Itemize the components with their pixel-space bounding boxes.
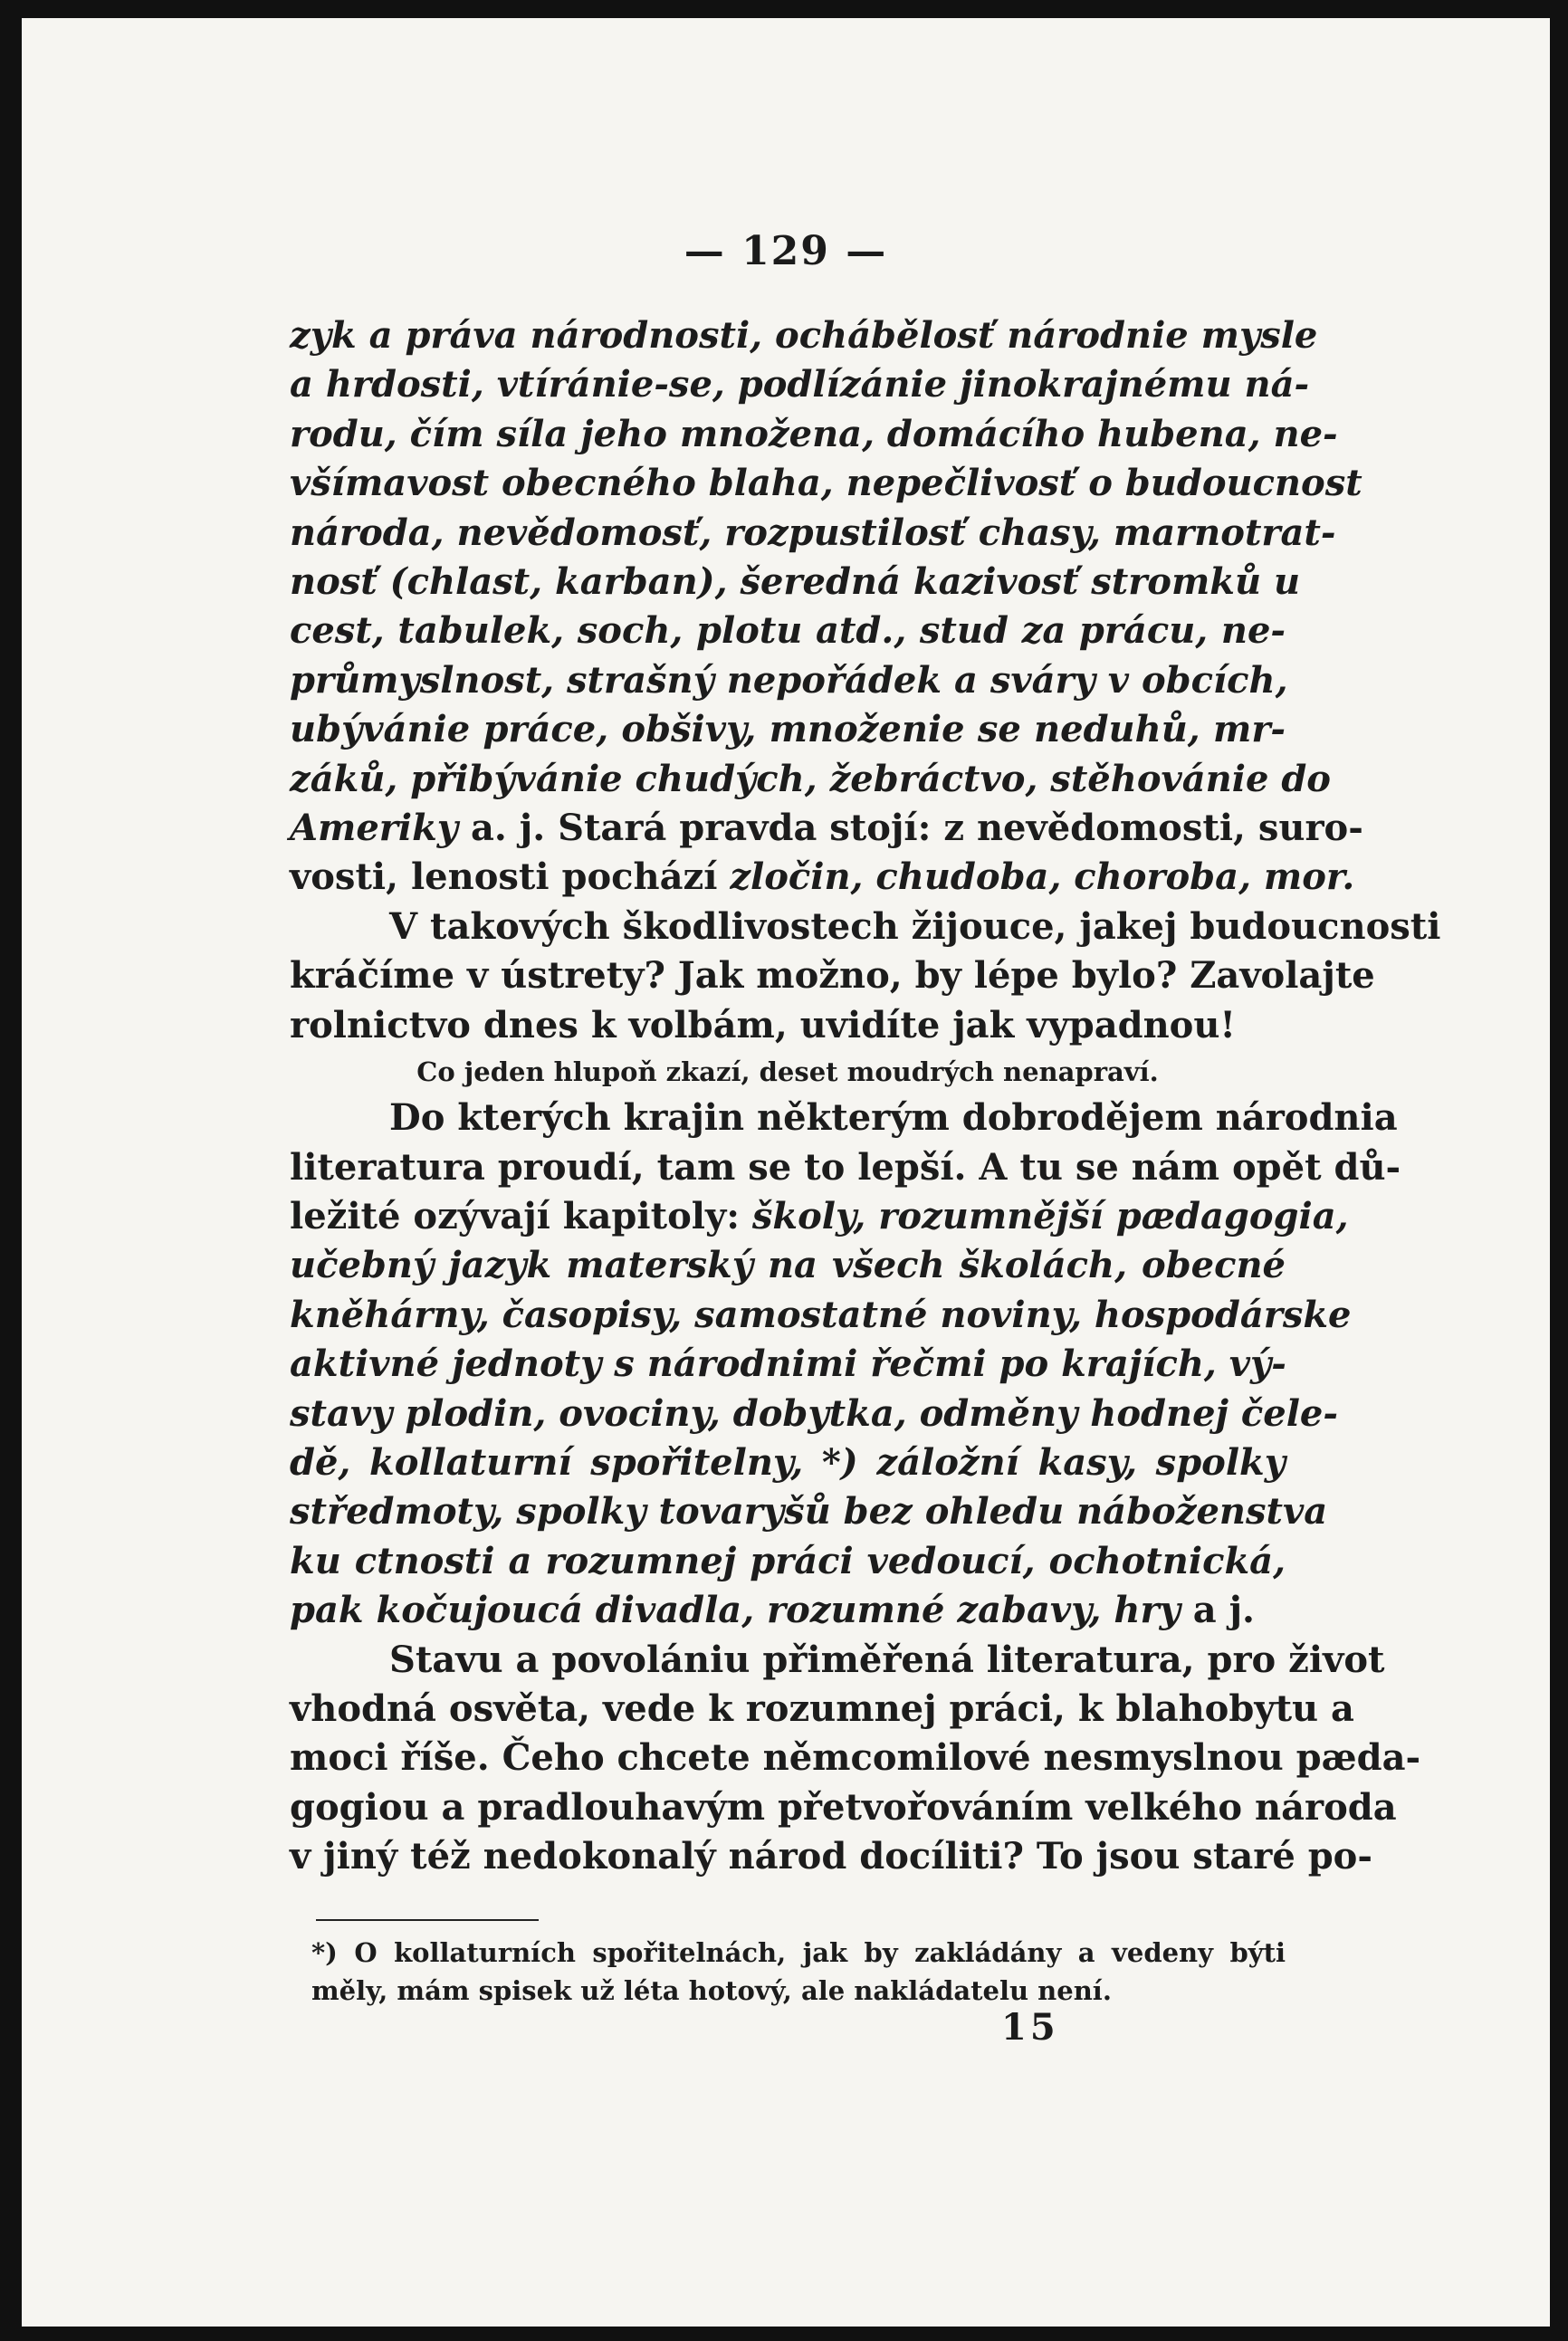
text-line: záků, přibývánie chudých, žebráctvo, stěhovánie do [290,757,1331,800]
text-line: rolnictvo dnes k volbám, uvidíte jak vypadnou! [290,1003,1236,1046]
text-line: středmoty, spolky tovaryšů bez ohledu náboženstva [290,1490,1328,1534]
text-line: v jiný též nedokonalý národ docíliti? To jsou staré po- [290,1835,1372,1878]
text-line: národa, nevědomosť, rozpustilosť chasy, marnotrat- [290,511,1336,554]
motto-line: Co jeden hlupoň zkazí, deset moudrých nenapraví. [416,1056,1159,1088]
text-line: a hrdosti, vtíránie-se, podlízánie jinokrajnému ná- [290,363,1310,406]
text-line: literatura proudí, tam se to lepší. A tu se nám opět dů- [290,1145,1401,1189]
book-page [22,18,1550,2327]
text-run: vosti, lenosti pochází [290,855,731,899]
text-line: kněhárny, časopisy, samostatné noviny, hospodárske [290,1293,1352,1336]
text-line [290,804,1363,853]
text-line: vhodná osvěta, vede k rozumnej práci, k blahobytu a [290,1686,1354,1730]
text-line: učebný jazyk materský na všech školách, obecné [290,1244,1286,1287]
footnote-divider [316,1919,539,1921]
text-line: moci říše. Čeho chcete němcomilové nesmyslnou pæda- [290,1736,1421,1780]
text-run: a. j. Stará pravda stojí: z nevědomosti, suro- [458,807,1363,850]
page-number-header: — 129 — [684,228,888,274]
text-italic-run: Ameriky [290,807,459,850]
text-line: gogiou a pradlouhavým přetvořováním velkého národa [290,1785,1397,1829]
text-line [290,853,1355,902]
text-line: průmyslnost, strašný nepořádek a sváry v obcích, [290,658,1288,702]
text-line: zyk a práva národnosti, ochábělosť národnie mysle [290,314,1318,357]
text-line [290,1192,1349,1241]
text-line: nosť (chlast, karban), šeredná kazivosť stromků u [290,560,1301,604]
text-line: stavy plodin, ovociny, dobytka, odměny hodnej čele- [290,1391,1338,1435]
text-line: Stavu a povolániu přiměřená literatura, pro život [389,1638,1385,1681]
text-line: ku ctnosti a rozumnej práci vedoucí, ochotnická, [290,1539,1286,1582]
signature-mark: 15 [1001,2006,1059,2049]
text-line: aktivné jednoty s národnimi řečmi po krajích, vý- [290,1342,1286,1386]
text-italic-run: školy, rozumnější pædagogia, [751,1194,1349,1237]
text-line: kráčíme v ústrety? Jak možno, by lépe bylo? Zavolajte [290,954,1375,998]
text-run: a j. [1180,1589,1255,1632]
text-italic-run: zločin, chudoba, choroba, mor. [730,855,1355,899]
text-line: ubývánie práce, obšivy, množenie se neduhů, mr- [290,708,1286,751]
footnote: *) O kollaturních spořitelnách, jak by zakládány a vedeny býti měly, mám spisek už léta hotový, ale nakládatelu není. [311,1937,1286,2006]
text-line [290,1586,1286,1635]
text-italic-run: pak kočujoucá divadla, rozumné zabavy, hry [290,1589,1181,1632]
text-line: dě, kollaturní spořitelny, *) záložní kasy, spolky [290,1440,1286,1484]
text-run: ležité ozývají kapitoly: [290,1194,752,1237]
text-line: Do kterých krajin některým dobrodějem národnia [389,1096,1398,1140]
text-line: rodu, čím síla jeho množena, domácího hubena, ne- [290,412,1338,455]
text-line: V takových škodlivostech žijouce, jakej budoucnosti [389,904,1441,948]
text-line: cest, tabulek, soch, plotu atd., stud za prácu, ne- [290,609,1286,653]
text-line: všímavost obecného blaha, nepečlivosť o budoucnost [290,462,1362,505]
main-text [290,311,1441,1882]
